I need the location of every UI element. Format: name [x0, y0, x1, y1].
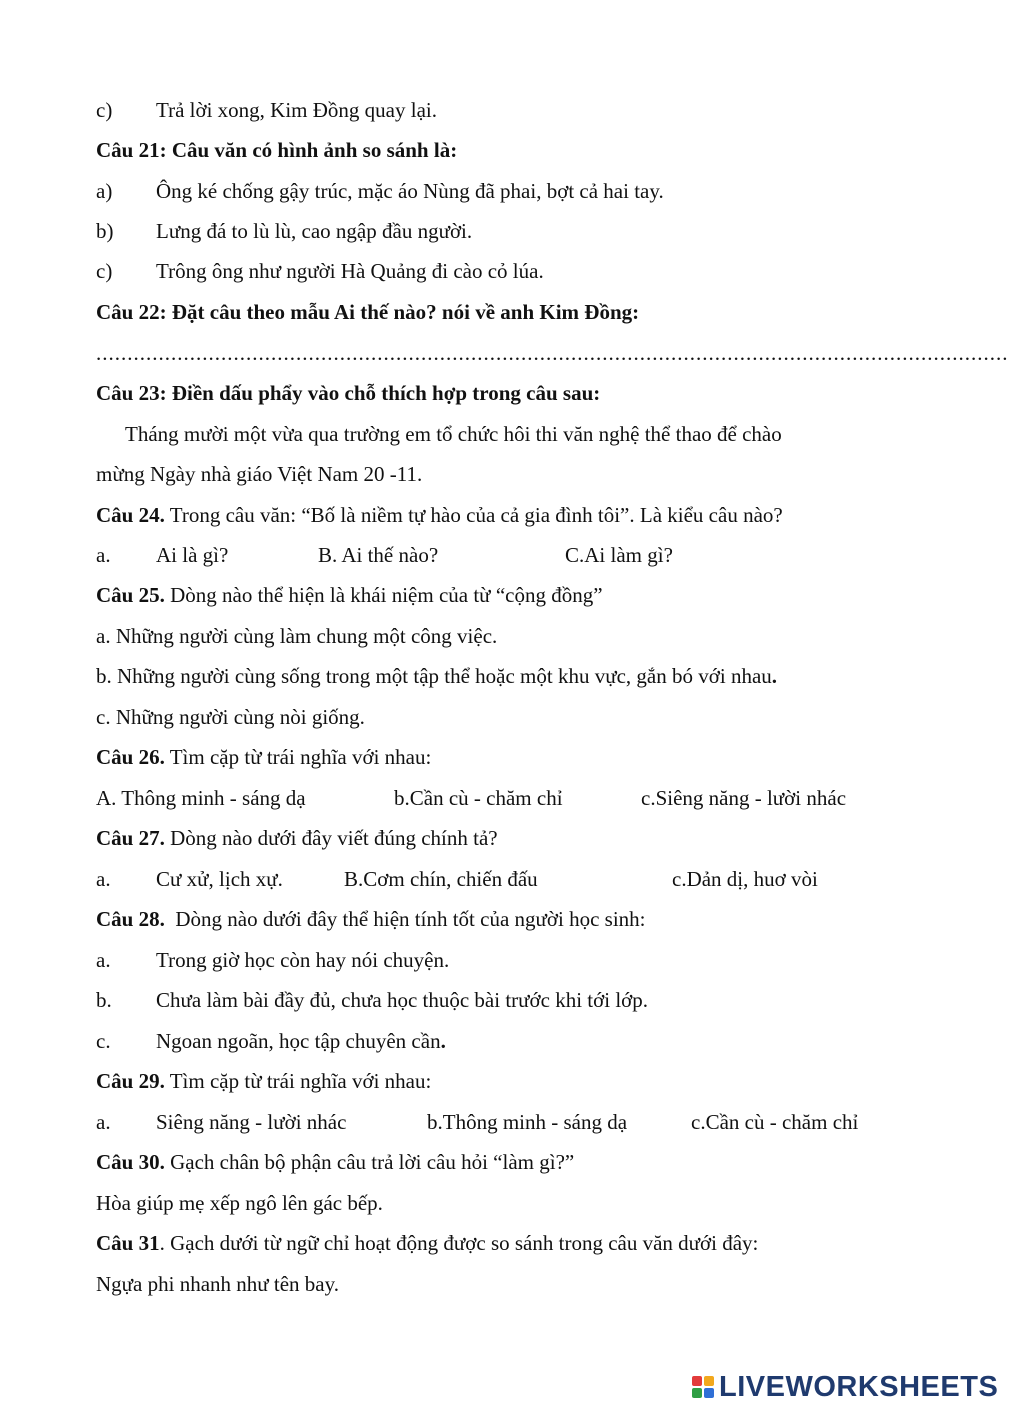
option-marker: a.: [96, 543, 111, 567]
question-text: Dòng nào dưới đây thể hiện tính tốt của người học sinh:: [164, 907, 646, 931]
question-28-option-b[interactable]: [96, 987, 648, 1013]
question-text: Gạch chân bộ phận câu trả lời câu hỏi “làm gì?”: [164, 1150, 575, 1174]
option-marker: c): [96, 259, 113, 283]
question-23-paragraph-line-2: mừng Ngày nhà giáo Việt Nam 20 -11.: [96, 462, 423, 486]
question-27-option-c[interactable]: c.Dản dị, huơ vòi: [672, 867, 818, 891]
option-text: Chưa làm bài đầy đủ, chưa học thuộc bài trước khi tới lớp.: [156, 988, 649, 1012]
question-text: Dòng nào dưới đây viết đúng chính tả?: [164, 826, 498, 850]
option-end-mark: .: [440, 1029, 446, 1053]
question-27-title: [96, 825, 498, 851]
question-text: Tìm cặp từ trái nghĩa với nhau:: [164, 1069, 432, 1093]
option-marker: c.: [96, 1029, 111, 1053]
question-30-sentence[interactable]: Hòa giúp mẹ xếp ngô lên gác bếp.: [96, 1191, 383, 1215]
liveworksheets-brand: [692, 1370, 998, 1404]
question-24-option-c[interactable]: C.Ai làm gì?: [565, 543, 673, 567]
question-text: Dòng nào thể hiện là khái niệm của từ “cộng đồng”: [164, 583, 603, 607]
question-28-title: [96, 906, 646, 932]
option-marker: b): [96, 219, 114, 243]
question-label: Câu 28.: [96, 907, 165, 931]
question-26-option-c[interactable]: c.Siêng năng - lười nhác: [641, 786, 847, 810]
question-29-option-b[interactable]: b.Thông minh - sáng dạ: [427, 1110, 628, 1134]
question-27-options: [96, 866, 896, 892]
option-marker: b.: [96, 988, 112, 1012]
logo-square: [692, 1376, 702, 1386]
question-27-option-b[interactable]: B.Cơm chín, chiến đấu: [344, 867, 538, 891]
question-label: Câu 30.: [96, 1150, 165, 1174]
question-label: Câu 26.: [96, 745, 165, 769]
question-text: Tìm cặp từ trái nghĩa với nhau:: [164, 745, 432, 769]
option-marker: a): [96, 179, 113, 203]
question-21-option-b: [96, 218, 472, 244]
question-24-title: [96, 502, 783, 528]
question-27-option-a[interactable]: Cư xử, lịch xự.: [156, 867, 283, 891]
option-text: b. Những người cùng sống trong một tập thể hoặc một khu vực, gắn bó với nhau: [96, 664, 772, 688]
logo-square: [704, 1376, 714, 1386]
option-text: Lưng đá to lù lù, cao ngập đầu người.: [156, 219, 473, 243]
question-26-title: [96, 744, 431, 770]
answer-option-c: [96, 97, 437, 123]
option-text: Ông ké chống gậy trúc, mặc áo Nùng đã phai, bợt cả hai tay.: [156, 179, 664, 203]
question-text: . Gạch dưới từ ngữ chỉ hoạt động được so sánh trong câu văn dưới đây:: [159, 1231, 759, 1255]
question-26-option-b[interactable]: b.Cần cù - chăm chỉ: [394, 786, 563, 810]
question-21-title: Câu 21: Câu văn có hình ảnh so sánh là:: [96, 138, 458, 162]
question-25-option-b[interactable]: [96, 663, 777, 689]
option-text: Trông ông như người Hà Quảng đi cào cỏ lúa.: [156, 259, 544, 283]
question-28-option-c[interactable]: [96, 1028, 446, 1054]
question-30-title: [96, 1149, 574, 1175]
question-25-option-c[interactable]: c. Những người cùng nòi giống.: [96, 705, 365, 729]
question-28-option-a[interactable]: [96, 947, 449, 973]
question-label: Câu 24.: [96, 503, 165, 527]
question-24-options: [96, 542, 796, 568]
question-21-option-c: [96, 258, 544, 284]
option-marker: a.: [96, 948, 111, 972]
option-text: Trong giờ học còn hay nói chuyện.: [156, 948, 450, 972]
question-26-options: [96, 785, 896, 811]
option-end-mark: .: [771, 664, 778, 688]
question-22-title: Câu 22: Đặt câu theo mẫu Ai thế nào? nói về anh Kim Đồng:: [96, 300, 640, 324]
question-25-option-a[interactable]: a. Những người cùng làm chung một công việc.: [96, 624, 498, 648]
option-marker: c): [96, 98, 113, 122]
question-29-option-a[interactable]: Siêng năng - lười nhác: [156, 1110, 347, 1134]
option-marker: a.: [96, 867, 111, 891]
question-24-option-a[interactable]: Ai là gì?: [156, 543, 229, 567]
question-text: Trong câu văn: “Bố là niềm tự hào của cả gia đình tôi”. Là kiểu câu nào?: [164, 503, 783, 527]
question-29-options: [96, 1109, 896, 1135]
logo-square: [704, 1388, 714, 1398]
question-29-title: [96, 1068, 431, 1094]
brand-wordmark: LIVEWORKSHEETS: [719, 1371, 999, 1403]
liveworksheets-logo-icon: [692, 1376, 714, 1398]
question-31-title: [96, 1230, 758, 1256]
question-29-option-c[interactable]: c.Cần cù - chăm chỉ: [691, 1110, 859, 1134]
question-21-option-a: [96, 178, 664, 204]
question-23-title: Câu 23: Điền dấu phẩy vào chỗ thích hợp trong câu sau:: [96, 381, 601, 405]
question-31-sentence[interactable]: Ngựa phi nhanh như tên bay.: [96, 1272, 340, 1296]
question-label: Câu 25.: [96, 583, 165, 607]
option-marker: a.: [96, 1110, 111, 1134]
question-label: Câu 29.: [96, 1069, 165, 1093]
option-text: Trả lời xong, Kim Đồng quay lại.: [156, 98, 437, 122]
option-text: Ngoan ngoãn, học tập chuyên cần: [156, 1029, 441, 1053]
question-label: Câu 31: [96, 1231, 160, 1255]
question-24-option-b[interactable]: B. Ai thế nào?: [318, 543, 439, 567]
question-26-option-a[interactable]: A. Thông minh - sáng dạ: [96, 786, 306, 810]
logo-square: [692, 1388, 702, 1398]
question-25-title: [96, 582, 603, 608]
answer-dotted-line[interactable]: ..................................................................................................................................................: [96, 341, 1009, 365]
question-label: Câu 27.: [96, 826, 165, 850]
question-23-paragraph-line-1: Tháng mười một vừa qua trường em tổ chức hôi thi văn nghệ thể thao để chào: [125, 422, 782, 446]
